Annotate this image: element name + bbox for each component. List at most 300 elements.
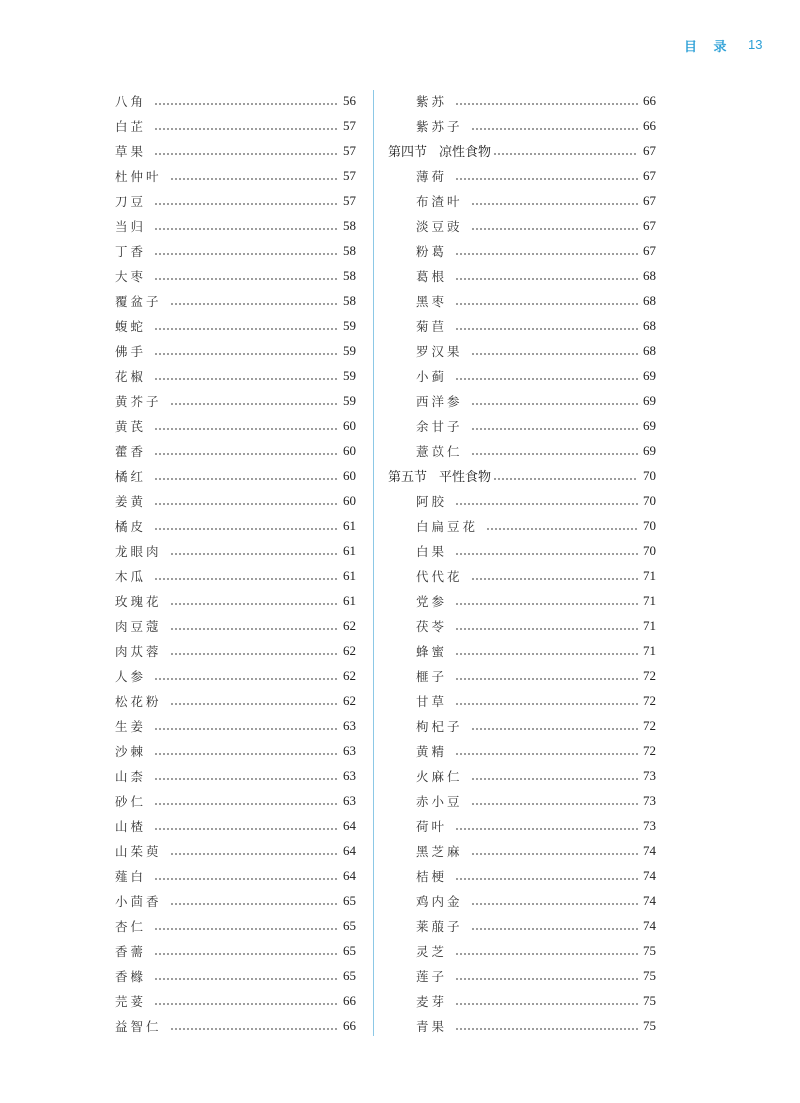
entry-page-number: 67	[643, 167, 656, 183]
entry-title: 莱菔子	[416, 918, 463, 934]
toc-entry[interactable]	[388, 1013, 656, 1038]
entry-title: 香薷	[115, 943, 147, 959]
entry-page-number: 66	[643, 117, 656, 133]
toc-entry[interactable]	[388, 888, 656, 913]
dot-leader	[471, 403, 638, 405]
toc-entry[interactable]	[388, 438, 656, 463]
dot-leader	[471, 128, 638, 130]
entry-page-number: 61	[343, 542, 356, 558]
entry-page-number: 62	[343, 617, 356, 633]
entry-page-number: 75	[643, 1017, 656, 1033]
entry-title: 布渣叶	[416, 193, 463, 209]
dot-leader	[455, 1028, 638, 1030]
dot-leader	[455, 628, 638, 630]
entry-page-number: 68	[643, 267, 656, 283]
entry-title: 龙眼肉	[115, 543, 162, 559]
entry-title: 枸杞子	[416, 718, 463, 734]
toc-entry[interactable]	[115, 613, 356, 638]
toc-left-column	[115, 88, 356, 1038]
dot-leader	[170, 303, 338, 305]
dot-leader	[455, 953, 638, 955]
dot-leader	[154, 828, 338, 830]
dot-leader	[170, 853, 338, 855]
toc-entry[interactable]	[115, 713, 356, 738]
entry-title: 甘草	[416, 693, 448, 709]
entry-title: 阿胶	[416, 493, 448, 509]
dot-leader	[455, 828, 638, 830]
entry-title: 杜仲叶	[115, 168, 162, 184]
entry-page-number: 64	[343, 817, 356, 833]
entry-page-number: 60	[343, 492, 356, 508]
dot-leader	[154, 728, 338, 730]
toc-entry[interactable]	[388, 213, 656, 238]
entry-title: 粉葛	[416, 243, 448, 259]
entry-page-number: 65	[343, 967, 356, 983]
dot-leader	[455, 678, 638, 680]
dot-leader	[455, 753, 638, 755]
toc-section-entry[interactable]	[388, 138, 656, 163]
entry-title: 黑枣	[416, 293, 448, 309]
entry-title: 淡豆豉	[416, 218, 463, 234]
toc-entry[interactable]	[388, 488, 656, 513]
entry-page-number: 69	[643, 442, 656, 458]
toc-entry[interactable]	[388, 813, 656, 838]
entry-title: 姜黄	[115, 493, 147, 509]
entry-title: 灵芝	[416, 943, 448, 959]
toc-entry[interactable]	[115, 288, 356, 313]
dot-leader	[154, 153, 338, 155]
toc-entry[interactable]	[115, 913, 356, 938]
dot-leader	[471, 903, 638, 905]
entry-page-number: 66	[343, 992, 356, 1008]
toc-entry[interactable]	[388, 713, 656, 738]
entry-title: 党参	[416, 593, 448, 609]
toc-entry[interactable]	[388, 613, 656, 638]
dot-leader	[471, 203, 638, 205]
entry-page-number: 66	[343, 1017, 356, 1033]
entry-page-number: 70	[643, 492, 656, 508]
dot-leader	[455, 278, 638, 280]
entry-page-number: 71	[643, 567, 656, 583]
dot-leader	[154, 578, 338, 580]
dot-leader	[170, 903, 338, 905]
dot-leader	[154, 678, 338, 680]
dot-leader	[154, 203, 338, 205]
entry-page-number: 71	[643, 642, 656, 658]
entry-page-number: 60	[343, 442, 356, 458]
entry-title: 薤白	[115, 868, 147, 884]
entry-title: 花椒	[115, 368, 147, 384]
entry-title: 紫苏子	[416, 118, 463, 134]
toc-entry[interactable]	[388, 88, 656, 113]
dot-leader	[154, 978, 338, 980]
entry-title: 榧子	[416, 668, 448, 684]
entry-page-number: 61	[343, 592, 356, 608]
toc-entry[interactable]	[115, 688, 356, 713]
dot-leader	[154, 478, 338, 480]
dot-leader	[154, 253, 338, 255]
section-name: 平性食物	[439, 470, 492, 485]
dot-leader	[455, 653, 638, 655]
section-title	[388, 466, 491, 485]
toc-entry[interactable]	[388, 738, 656, 763]
entry-page-number: 72	[643, 692, 656, 708]
entry-title: 代代花	[416, 568, 463, 584]
entry-page-number: 70	[643, 517, 656, 533]
entry-title: 山茱萸	[115, 843, 162, 859]
dot-leader	[455, 253, 638, 255]
entry-page-number: 71	[643, 617, 656, 633]
toc-entry[interactable]	[388, 988, 656, 1013]
dot-leader	[154, 753, 338, 755]
entry-title: 薄荷	[416, 168, 448, 184]
entry-page-number: 65	[343, 942, 356, 958]
entry-title: 大枣	[115, 268, 147, 284]
dot-leader	[154, 378, 338, 380]
entry-page-number: 58	[343, 292, 356, 308]
entry-page-number: 63	[343, 792, 356, 808]
entry-title: 蝮蛇	[115, 318, 147, 334]
dot-leader	[471, 453, 638, 455]
entry-page-number: 75	[643, 967, 656, 983]
toc-section-entry[interactable]	[388, 463, 656, 488]
entry-page-number: 57	[343, 142, 356, 158]
toc-entry[interactable]	[388, 563, 656, 588]
dot-leader	[170, 628, 338, 630]
entry-page-number: 69	[643, 367, 656, 383]
entry-title: 肉苁蓉	[115, 643, 162, 659]
entry-page-number: 60	[343, 417, 356, 433]
dot-leader	[471, 728, 638, 730]
entry-title: 白扁豆花	[416, 518, 479, 534]
toc-entry[interactable]	[388, 113, 656, 138]
entry-title: 菊苣	[416, 318, 448, 334]
dot-leader	[154, 278, 338, 280]
entry-page-number: 69	[643, 392, 656, 408]
entry-title: 薏苡仁	[416, 443, 463, 459]
entry-title: 白芷	[115, 118, 147, 134]
entry-page-number: 57	[343, 192, 356, 208]
toc-entry[interactable]	[115, 88, 356, 113]
toc-entry[interactable]	[115, 638, 356, 663]
toc-entry[interactable]	[115, 438, 356, 463]
entry-title: 人参	[115, 668, 147, 684]
section-number: 第四节	[388, 145, 428, 160]
entry-title: 黄芥子	[115, 393, 162, 409]
toc-entry[interactable]	[115, 213, 356, 238]
toc-entry[interactable]	[115, 563, 356, 588]
entry-page-number: 68	[643, 317, 656, 333]
toc-entry[interactable]	[388, 363, 656, 388]
entry-title: 刀豆	[115, 193, 147, 209]
entry-page-number: 58	[343, 217, 356, 233]
toc-entry[interactable]	[388, 388, 656, 413]
entry-page-number: 72	[643, 667, 656, 683]
toc-entry[interactable]	[388, 238, 656, 263]
entry-page-number: 67	[643, 217, 656, 233]
entry-page-number: 65	[343, 892, 356, 908]
entry-page-number: 74	[643, 842, 656, 858]
entry-title: 小茴香	[115, 893, 162, 909]
toc-entry[interactable]	[115, 763, 356, 788]
toc-entry[interactable]	[388, 338, 656, 363]
toc-entry[interactable]	[388, 288, 656, 313]
toc-entry[interactable]	[388, 763, 656, 788]
running-header-title: 目 录	[684, 40, 733, 55]
dot-leader	[170, 603, 338, 605]
entry-title: 罗汉果	[416, 343, 463, 359]
entry-title: 佛手	[115, 343, 147, 359]
toc-entry[interactable]	[115, 513, 356, 538]
toc-entry[interactable]	[115, 363, 356, 388]
entry-title: 鸡内金	[416, 893, 463, 909]
entry-title: 山楂	[115, 818, 147, 834]
dot-leader	[455, 178, 638, 180]
dot-leader	[170, 403, 338, 405]
toc-entry[interactable]	[388, 538, 656, 563]
dot-leader	[154, 328, 338, 330]
entry-page-number: 73	[643, 792, 656, 808]
toc-entry[interactable]	[115, 338, 356, 363]
dot-leader	[154, 503, 338, 505]
toc-entry[interactable]	[388, 838, 656, 863]
entry-title: 黄芪	[115, 418, 147, 434]
toc-entry[interactable]	[115, 1013, 356, 1038]
toc-entry[interactable]	[388, 263, 656, 288]
entry-title: 橘红	[115, 468, 147, 484]
entry-title: 覆盆子	[115, 293, 162, 309]
toc-entry[interactable]	[115, 188, 356, 213]
entry-page-number: 74	[643, 917, 656, 933]
entry-page-number: 68	[643, 342, 656, 358]
dot-leader	[455, 553, 638, 555]
dot-leader	[471, 228, 638, 230]
entry-page-number: 71	[643, 592, 656, 608]
entry-title: 丁香	[115, 243, 147, 259]
entry-title: 松花粉	[115, 693, 162, 709]
toc-entry[interactable]	[115, 738, 356, 763]
toc-entry[interactable]	[115, 588, 356, 613]
toc-entry[interactable]	[388, 163, 656, 188]
entry-page-number: 59	[343, 392, 356, 408]
entry-page-number: 63	[343, 742, 356, 758]
entry-page-number: 75	[643, 942, 656, 958]
entry-title: 麦芽	[416, 993, 448, 1009]
entry-title: 白果	[416, 543, 448, 559]
toc-entry[interactable]	[115, 388, 356, 413]
entry-page-number: 73	[643, 817, 656, 833]
entry-page-number: 70	[643, 542, 656, 558]
entry-page-number: 62	[343, 667, 356, 683]
toc-entry[interactable]	[388, 413, 656, 438]
entry-page-number: 61	[343, 517, 356, 533]
column-divider	[373, 90, 374, 1036]
section-title	[388, 141, 491, 160]
toc-entry[interactable]	[115, 313, 356, 338]
toc-entry[interactable]	[388, 188, 656, 213]
toc-entry[interactable]	[115, 238, 356, 263]
toc-entry[interactable]	[388, 313, 656, 338]
entry-page-number: 66	[643, 92, 656, 108]
toc-entry[interactable]	[388, 863, 656, 888]
dot-leader	[455, 378, 638, 380]
entry-page-number: 58	[343, 242, 356, 258]
toc-entry[interactable]	[388, 638, 656, 663]
entry-page-number: 59	[343, 317, 356, 333]
dot-leader	[471, 853, 638, 855]
entry-title: 青果	[416, 1018, 448, 1034]
entry-title: 当归	[115, 218, 147, 234]
toc-entry[interactable]	[115, 138, 356, 163]
toc-entry[interactable]	[388, 963, 656, 988]
entry-title: 紫苏	[416, 93, 448, 109]
entry-title: 黄精	[416, 743, 448, 759]
dot-leader	[493, 153, 638, 155]
toc-entry[interactable]	[115, 938, 356, 963]
entry-page-number: 72	[643, 717, 656, 733]
entry-page-number: 67	[643, 192, 656, 208]
dot-leader	[455, 703, 638, 705]
toc-entry[interactable]	[115, 413, 356, 438]
dot-leader	[493, 478, 638, 480]
toc-entry[interactable]	[115, 788, 356, 813]
entry-page-number: 62	[343, 692, 356, 708]
dot-leader	[170, 178, 338, 180]
dot-leader	[471, 353, 638, 355]
entry-title: 桔梗	[416, 868, 448, 884]
toc-entry[interactable]	[115, 988, 356, 1013]
toc-entry[interactable]	[388, 513, 656, 538]
entry-page-number: 68	[643, 292, 656, 308]
dot-leader	[154, 128, 338, 130]
dot-leader	[455, 1003, 638, 1005]
entry-title: 草果	[115, 143, 147, 159]
dot-leader	[455, 503, 638, 505]
entry-page-number: 67	[643, 142, 656, 158]
entry-title: 益智仁	[115, 1018, 162, 1034]
entry-page-number: 57	[343, 167, 356, 183]
dot-leader	[170, 1028, 338, 1030]
toc-entry[interactable]	[115, 813, 356, 838]
entry-title: 香橼	[115, 968, 147, 984]
entry-title: 荷叶	[416, 818, 448, 834]
dot-leader	[154, 528, 338, 530]
toc-entry[interactable]	[388, 588, 656, 613]
entry-page-number: 74	[643, 892, 656, 908]
toc-entry[interactable]	[115, 863, 356, 888]
toc-entry[interactable]	[388, 788, 656, 813]
section-name: 凉性食物	[439, 145, 492, 160]
entry-title: 西洋参	[416, 393, 463, 409]
dot-leader	[455, 328, 638, 330]
toc-entry[interactable]	[115, 488, 356, 513]
entry-title: 余甘子	[416, 418, 463, 434]
entry-page-number: 64	[343, 842, 356, 858]
entry-title: 八角	[115, 93, 147, 109]
dot-leader	[471, 578, 638, 580]
entry-title: 玫瑰花	[115, 593, 162, 609]
entry-page-number: 72	[643, 742, 656, 758]
dot-leader	[170, 653, 338, 655]
entry-page-number: 62	[343, 642, 356, 658]
entry-page-number: 70	[643, 467, 656, 483]
dot-leader	[154, 928, 338, 930]
dot-leader	[455, 978, 638, 980]
toc-entry[interactable]	[115, 538, 356, 563]
page-number: 13	[748, 37, 763, 52]
toc-entry[interactable]	[115, 113, 356, 138]
dot-leader	[471, 928, 638, 930]
entry-page-number: 63	[343, 767, 356, 783]
entry-title: 小蓟	[416, 368, 448, 384]
entry-title: 藿香	[115, 443, 147, 459]
dot-leader	[154, 1003, 338, 1005]
dot-leader	[170, 553, 338, 555]
dot-leader	[170, 703, 338, 705]
entry-title: 黑芝麻	[416, 843, 463, 859]
dot-leader	[455, 103, 638, 105]
entry-page-number: 73	[643, 767, 656, 783]
entry-title: 杏仁	[115, 918, 147, 934]
entry-page-number: 65	[343, 917, 356, 933]
dot-leader	[154, 953, 338, 955]
entry-page-number: 57	[343, 117, 356, 133]
entry-page-number: 63	[343, 717, 356, 733]
entry-page-number: 60	[343, 467, 356, 483]
toc-entry[interactable]	[115, 663, 356, 688]
dot-leader	[154, 778, 338, 780]
entry-title: 橘皮	[115, 518, 147, 534]
entry-title: 莲子	[416, 968, 448, 984]
dot-leader	[455, 878, 638, 880]
toc-entry[interactable]	[115, 838, 356, 863]
entry-page-number: 61	[343, 567, 356, 583]
toc-entry[interactable]	[115, 888, 356, 913]
toc-entry[interactable]	[115, 263, 356, 288]
dot-leader	[154, 428, 338, 430]
toc-entry[interactable]	[115, 163, 356, 188]
entry-title: 肉豆蔻	[115, 618, 162, 634]
dot-leader	[471, 778, 638, 780]
entry-page-number: 58	[343, 267, 356, 283]
section-number: 第五节	[388, 470, 428, 485]
toc-entry[interactable]	[115, 463, 356, 488]
dot-leader	[471, 803, 638, 805]
dot-leader	[154, 453, 338, 455]
dot-leader	[486, 528, 638, 530]
entry-page-number: 59	[343, 367, 356, 383]
dot-leader	[154, 803, 338, 805]
toc-entry[interactable]	[388, 688, 656, 713]
toc-entry[interactable]	[388, 913, 656, 938]
entry-title: 茯苓	[416, 618, 448, 634]
entry-title: 生姜	[115, 718, 147, 734]
entry-page-number: 69	[643, 417, 656, 433]
toc-entry[interactable]	[388, 663, 656, 688]
entry-title: 砂仁	[115, 793, 147, 809]
entry-title: 葛根	[416, 268, 448, 284]
entry-title: 芫荽	[115, 993, 147, 1009]
dot-leader	[471, 428, 638, 430]
entry-title: 火麻仁	[416, 768, 463, 784]
entry-page-number: 56	[343, 92, 356, 108]
entry-page-number: 59	[343, 342, 356, 358]
entry-title: 赤小豆	[416, 793, 463, 809]
toc-entry[interactable]	[115, 963, 356, 988]
toc-entry[interactable]	[388, 938, 656, 963]
entry-page-number: 74	[643, 867, 656, 883]
entry-page-number: 67	[643, 242, 656, 258]
